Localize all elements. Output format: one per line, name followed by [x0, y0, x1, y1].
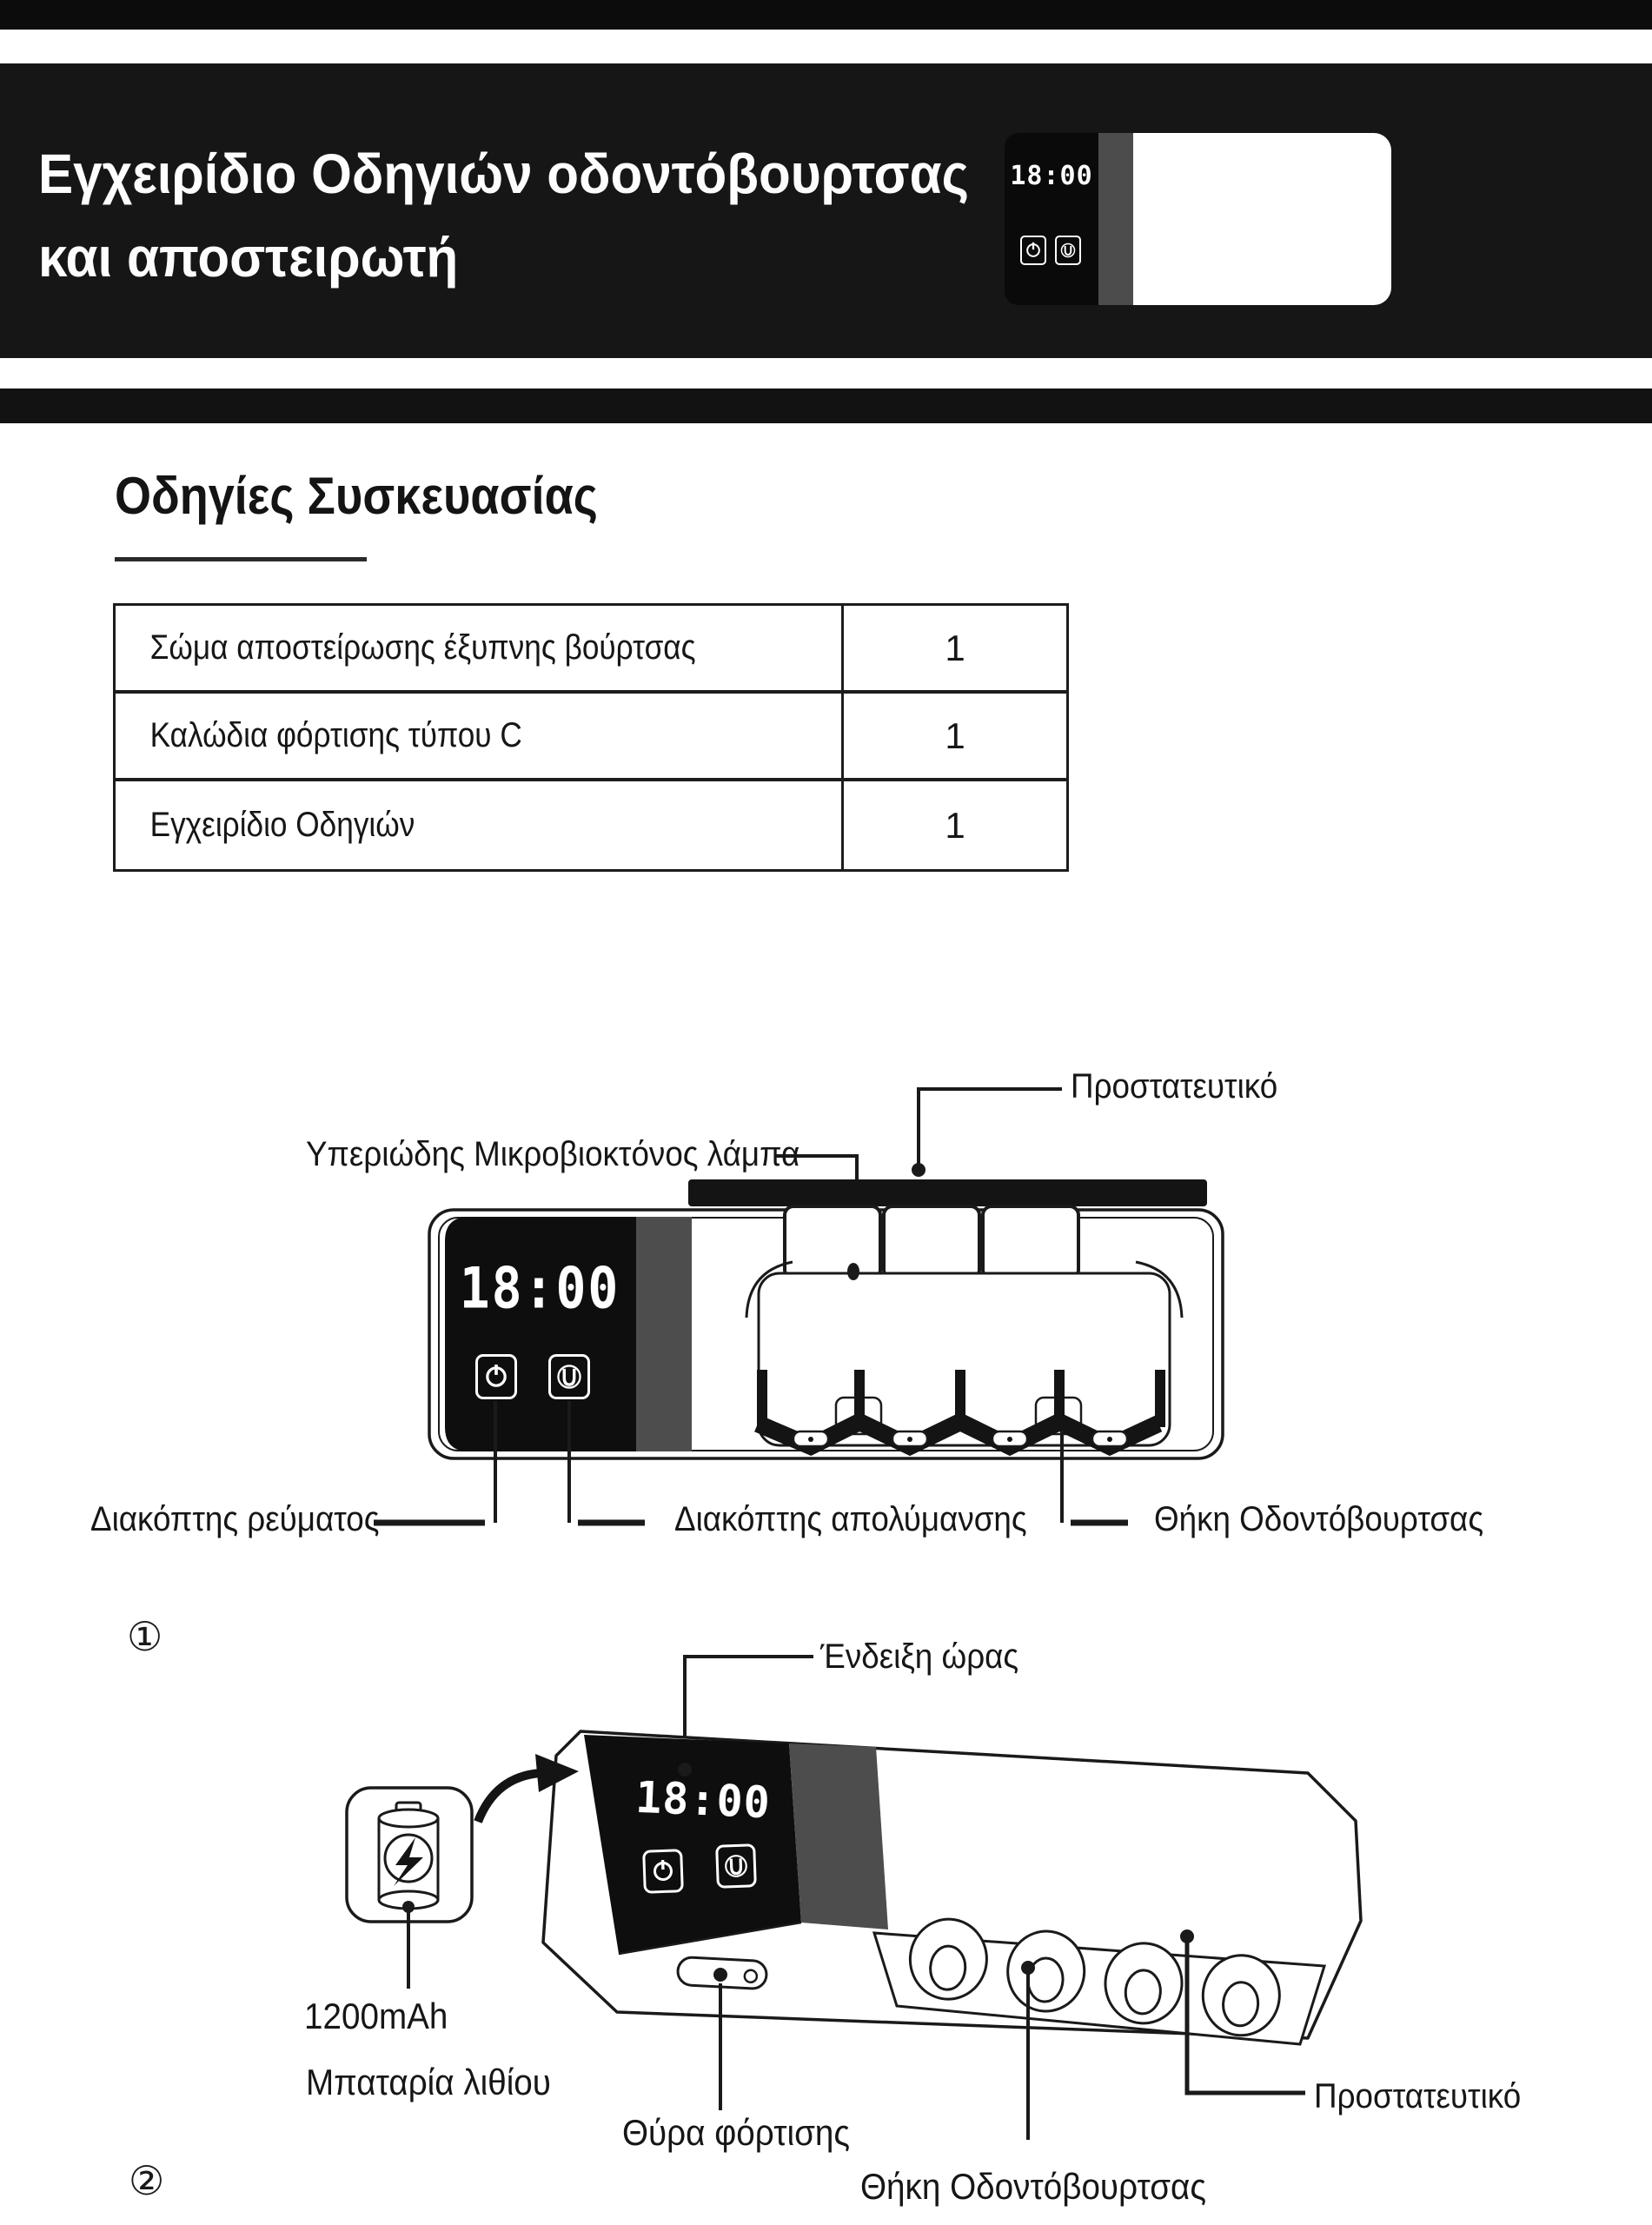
- protective-leader-dot: [912, 1163, 926, 1177]
- section-heading: Οδηγίες Συσκευασίας: [115, 467, 598, 525]
- figure-number-2: ②: [129, 2158, 165, 2203]
- label-time-display: Ένδειξη ώρας: [820, 1637, 1019, 1676]
- label-brush-holder-2: Θήκη Οδοντόβουρτσας: [860, 2166, 1207, 2207]
- manual-title-line1: Εγχειρίδιο Οδηγιών οδοντόβουρτσας: [38, 143, 969, 205]
- label-battery-type: Μπαταρία λιθίου: [306, 2062, 551, 2102]
- display-clock: 18:00: [459, 1254, 620, 1322]
- charging-port-leader-dot: [713, 1968, 727, 1982]
- table-item-cell: Καλώδια φόρτισης τύπου C: [149, 716, 522, 754]
- gray-stripe: [636, 1217, 692, 1451]
- disinfect-button: [548, 1354, 590, 1399]
- uv-icon: [1055, 236, 1081, 265]
- divider-black-bar: [0, 389, 1652, 423]
- battery-badge: [347, 1788, 472, 1922]
- label-uv-lamp: Υπεριώδης Μικροβιοκτόνος λάμπα: [306, 1135, 800, 1173]
- protective-lid: [688, 1179, 1207, 1206]
- table-qty-cell: 1: [841, 781, 1066, 869]
- device-thumbnail: [1005, 133, 1391, 305]
- header-band: [0, 63, 1652, 358]
- top-black-bar: [0, 0, 1652, 30]
- gray-stripe-3d: [789, 1743, 888, 1929]
- power-button: [475, 1354, 517, 1399]
- display-clock-3d: 18:00: [634, 1771, 772, 1829]
- power-icon: [1020, 236, 1046, 265]
- device-thumbnail-clock: 18:00: [1010, 161, 1093, 191]
- label-charging-port: Θύρα φόρτισης: [622, 2112, 851, 2153]
- table-row: [116, 606, 1066, 694]
- device-thumbnail-screen: [1005, 133, 1098, 305]
- disinfect-button-3d: [715, 1843, 757, 1889]
- label-brush-holder-1: Θήκη Οδοντόβουρτσας: [1154, 1500, 1484, 1538]
- protective-leader-line: [919, 1089, 1062, 1172]
- label-protective-1: Προστατευτικό: [1071, 1067, 1278, 1106]
- protective-leader-dot-2: [1180, 1929, 1194, 1943]
- uv-lamp-leader-dot: [847, 1263, 859, 1280]
- manual-title-line2: και αποστειρωτή: [38, 226, 459, 289]
- display-panel: [445, 1217, 636, 1451]
- table-qty-cell: 1: [841, 606, 1066, 690]
- label-protective-2: Προστατευτικό: [1314, 2077, 1522, 2115]
- figure-number-1: ①: [127, 1614, 163, 1659]
- heading-underline: [115, 557, 367, 561]
- label-disinfect-switch: Διακόπτης απολύμανσης: [674, 1500, 1027, 1538]
- table-item-cell: Εγχειρίδιο Οδηγιών: [149, 806, 415, 844]
- device-thumbnail-stripe: [1098, 133, 1133, 305]
- table-qty-cell: 1: [841, 694, 1066, 778]
- label-power-switch: Διακόπτης ρεύματος: [90, 1500, 380, 1538]
- display-panel-3d: [584, 1735, 801, 1954]
- table-row: [116, 781, 1066, 869]
- power-button-3d: [642, 1849, 684, 1894]
- label-battery-capacity: 1200mAh: [304, 1996, 448, 2036]
- lid-brackets: [785, 1206, 1078, 1279]
- diagram1-line-art: [0, 1026, 1652, 1634]
- table-item-cell: Σώμα αποστείρωσης έξυπνης βούρτσας: [149, 628, 696, 667]
- packaging-table: [113, 603, 1069, 872]
- table-row: [116, 694, 1066, 781]
